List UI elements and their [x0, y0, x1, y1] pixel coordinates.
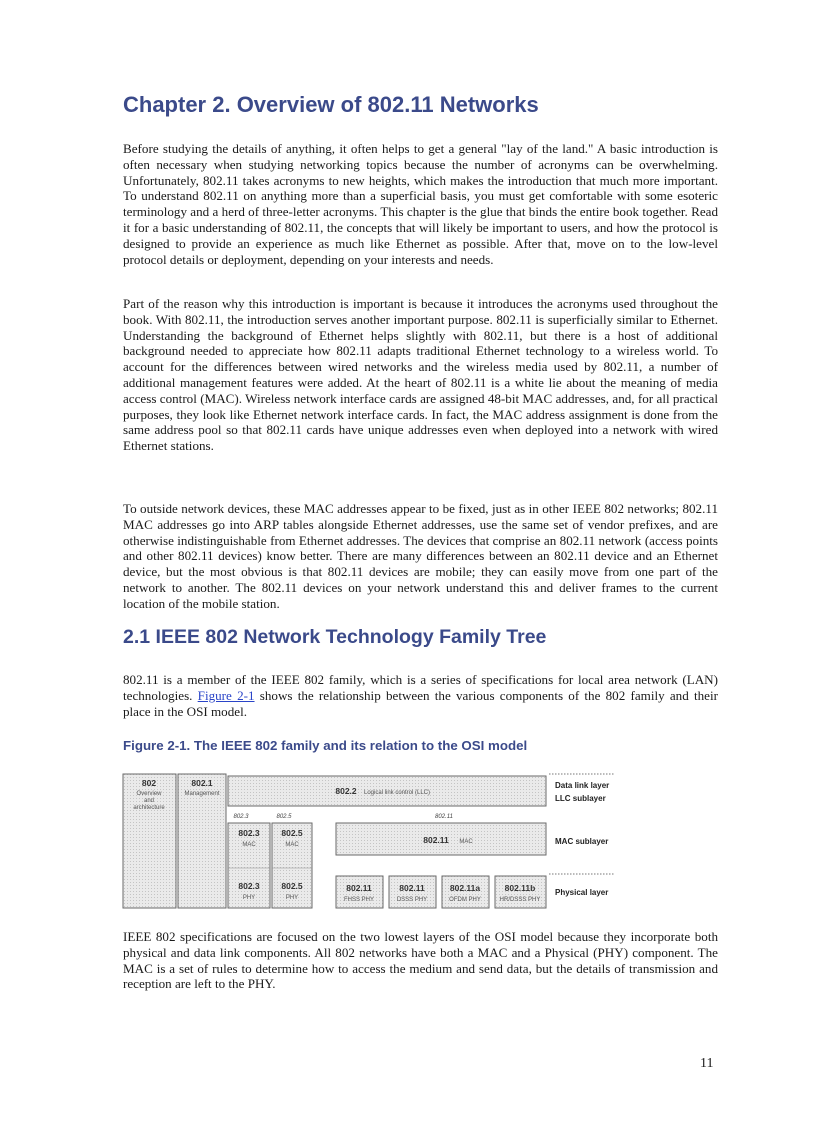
mac-802-3-number: 802.3: [238, 828, 260, 838]
llc-sublayer-label: LLC sublayer: [555, 794, 606, 803]
physical-layer-label: Physical layer: [555, 888, 609, 897]
phy-802-5-label: PHY: [285, 895, 299, 901]
phy-802-11b-number: 802.11b: [504, 883, 536, 893]
phy-802-11-fhss-number: 802.11: [346, 883, 372, 893]
mac-802-11-number: 802.11: [423, 835, 449, 845]
page-number: 11: [700, 1056, 714, 1071]
data-link-layer-label: Data link layer: [555, 781, 610, 790]
intro-paragraph-3: To outside network devices, these MAC addresses appear to be fixed, just as in other IEEE 802 networks; 802.11 MAC addresses go into ARP tables alongside Ethernet addresses, use the same set of vendor prefixes, and are otherwise indistinguishable from Ethernet addresses. The devices that comprise an 802.11 network (access points and other 802.11 devices) know better. There are many differences between an 802.11 device and an Ethernet device, but the most obvious is that 802.11 devices are mobile; they can easily move from one part of the network to another. The 802.11 devices on your network understand this and deliver frames to the current location of the mobile station.: [123, 501, 718, 611]
figure-2-1-link[interactable]: Figure 2-1: [197, 687, 255, 703]
closing-paragraph: IEEE 802 specifications are focused on the two lowest layers of the OSI model because they incorporate both physical and data link components. All 802 networks have both a MAC and a Physical (PHY) component. The MAC is a set of rules to determine how to access the medium and send data, but the details of transmission and reception are left to the PHY.: [123, 929, 718, 992]
box-802-1-label: Management: [184, 791, 220, 797]
group-label-802-3: 802.3: [233, 814, 249, 820]
phy-802-3-number: 802.3: [238, 881, 260, 891]
box-802-2-label: Logical link control (LLC): [363, 790, 431, 796]
section-paragraph: [123, 672, 718, 719]
figure-caption: Figure 2-1. The IEEE 802 family and its relation to the OSI model: [123, 738, 528, 753]
intro-paragraph-2: Part of the reason why this introduction is important is because it introduces the acronyms used throughout the book. With 802.11, the introduction serves another important purpose. 802.11 is superficially similar to Ethernet. Understanding the background of Ethernet helps slightly with 802.11, but there is a host of additional background needed to appreciate how 802.11 adapts traditional Ethernet technology to a wireless world. To account for the differences between wired networks and the wireless media used by 802.11, a number of additional management features were added. At the heart of 802.11 is a white lie about the meaning of media access control (MAC). Wireless network interface cards are assigned 48-bit MAC addresses, and, for all practical purposes, they look like Ethernet network interface cards. In fact, the MAC address assignment is done from the same address pool so that 802.11 cards have unique addresses even when deployed into a network with wired Ethernet stations.: [123, 296, 718, 454]
ieee-802-family-diagram: [121, 771, 621, 911]
intro-paragraph-1: Before studying the details of anything, it often helps to get a general "lay of the land." A basic introduction is often necessary when studying networking topics because the number of acronyms can be overwhelming. Unfortunately, 802.11 takes acronyms to new heights, which makes the introduction that much more important. To understand 802.11 on anything more than a superficial basis, you must get comfortable with some esoteric terminology and a herd of three-letter acronyms. This chapter is the glue that binds the entire book together. Read it for a basic understanding of 802.11, the concepts that will likely be important to users, and how the protocol is designed to provide an experience as much like Ethernet as possible. After that, move on to the low-level protocol details or deployment, depending on your interests and needs.: [123, 141, 718, 267]
phy-802-11-dsss-number: 802.11: [399, 883, 425, 893]
mac-802-5-number: 802.5: [281, 828, 303, 838]
group-label-802-5: 802.5: [276, 814, 292, 820]
phy-802-11a-number: 802.11a: [449, 883, 481, 893]
section-text-before-link: 802.11 is a member of the IEEE 802 family, which is a series of specifications for local area network (LAN) technologies.: [123, 672, 718, 703]
phy-802-5-number: 802.5: [281, 881, 303, 891]
phy-802-3-label: PHY: [242, 895, 256, 901]
section-title: 2.1 IEEE 802 Network Technology Family Tree: [123, 626, 547, 648]
phy-802-11-fhss-label: FHSS PHY: [343, 897, 375, 903]
phy-802-11a-label: OFDM PHY: [449, 897, 481, 903]
phy-802-11-dsss-label: DSSS PHY: [396, 897, 428, 903]
box-802-line1: Overview: [136, 791, 162, 797]
box-802-1-number: 802.1: [191, 778, 213, 788]
mac-802-5-label: MAC: [285, 842, 299, 848]
chapter-title: Chapter 2. Overview of 802.11 Networks: [123, 92, 539, 117]
mac-sublayer-label: MAC sublayer: [555, 837, 609, 846]
box-802-number: 802: [141, 778, 157, 788]
group-label-802-11: 802.11: [435, 814, 453, 820]
phy-802-11b-label: HR/DSSS PHY: [499, 897, 541, 903]
box-802-2-number: 802.2: [335, 786, 357, 796]
box-802-line2: and: [143, 798, 155, 804]
mac-802-3-label: MAC: [242, 842, 256, 848]
mac-802-11-label: MAC: [459, 839, 473, 845]
box-802-line3: architecture: [133, 805, 165, 811]
section-text-after-link: shows the relationship between the various components of the 802 family and their place in the OSI model.: [123, 687, 718, 719]
